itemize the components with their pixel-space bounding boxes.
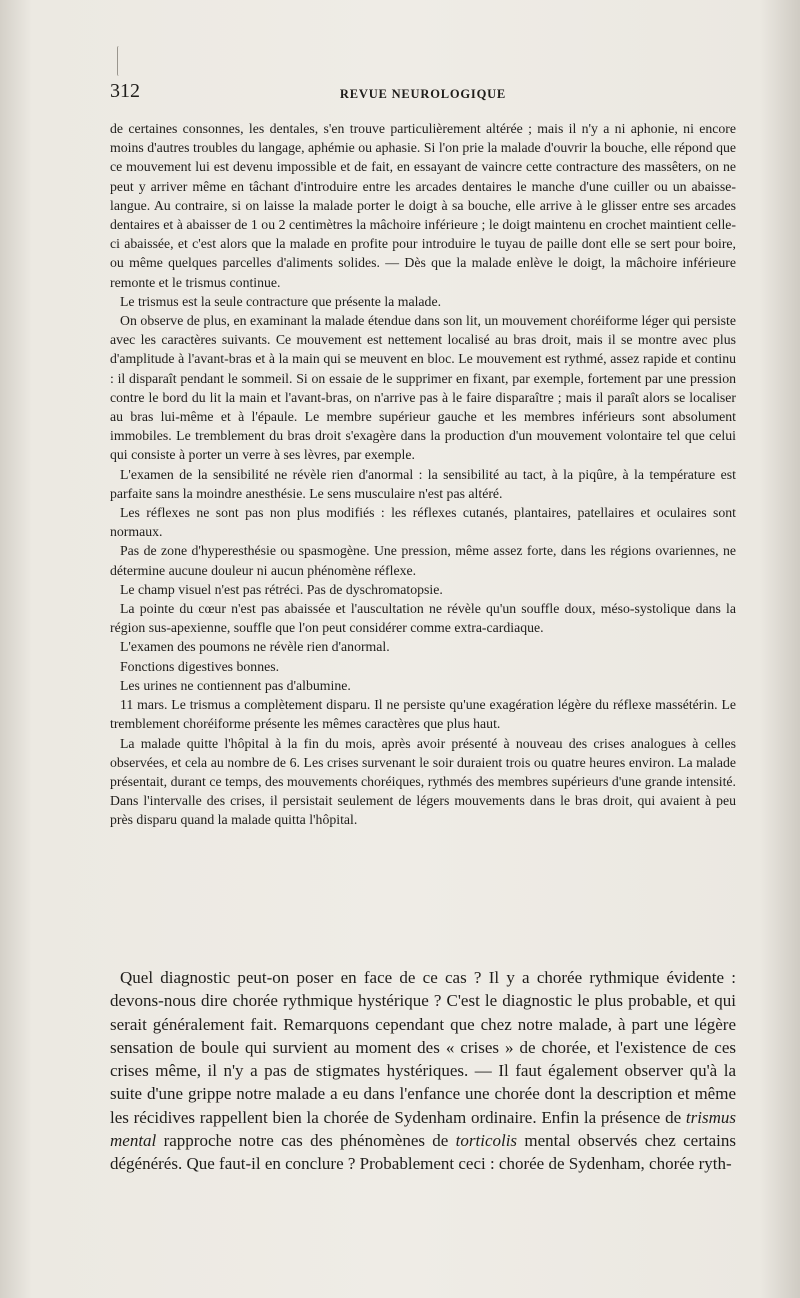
page-number: 312 xyxy=(110,80,140,102)
discussion-body xyxy=(110,966,736,1176)
diagnosis-text-3: mental observés chez certains dégénérés. Que faut-il en conclure ? Probablement ceci : chorée de Sydenham, chorée ryth- xyxy=(110,1131,736,1174)
torticolis-term: torticolis xyxy=(455,1131,518,1151)
paragraph-contracture: Le trismus est la seule contracture que présente la malade. xyxy=(120,293,442,309)
paragraph-choreiform-movement: On observe de plus, en examinant la malade étendue dans son lit, un mouvement choréiforme léger qui persiste avec les caractères suivants. Ce mouvement est nettement localisé au bras droit, mais il se montre avec plus d'amplitude à l'avant-bras et à la main qui se meuvent en bloc. Le mouvement est rythmé, assez rapide et continu : il disparaît pendant le sommeil. Si on essaie de le supprimer en fixant, par exemple, fortement par une pression contre le bord du lit la main et l'avant-bras, on n'arrive pas à le faire disparaître ; mais il paraît alors se localiser au bras lui-même et à l'épaule. Le membre supérieur gauche et les membres inférieurs sont absolument immobiles. Le tremblement du bras droit s'exagère dans la production d'un mouvement volontaire tel que celui qui consiste à porter un verre à ses lèvres, par exemple. xyxy=(110,313,736,463)
paragraph-urine: Les urines ne contiennent pas d'albumine. xyxy=(120,677,351,693)
paragraph-diagnosis xyxy=(110,966,736,1176)
paragraph-reflexes: Les réflexes ne sont pas non plus modifiés : les réflexes cutanés, plantaires, patellaires et oculaires sont normaux. xyxy=(110,505,736,540)
paragraph-heart: La pointe du cœur n'est pas abaissée et l'auscultation ne révèle qu'un souffle doux, méso-systolique dans la région sus-apexienne, souffle que l'on peut considérer comme extra-cardiaque. xyxy=(110,601,736,636)
paragraph-sensibility: L'examen de la sensibilité ne révèle rien d'anormal : la sensibilité au tact, à la piqûre, à la température est parfaite sans la moindre anesthésie. Le sens musculaire n'est pas altéré. xyxy=(110,466,736,501)
case-report-body xyxy=(110,119,736,830)
trismus-mental-term: trismus mental xyxy=(110,1107,736,1151)
margin-mark xyxy=(117,46,122,76)
running-title: REVUE NEUROLOGIQUE xyxy=(339,87,507,101)
paragraph-digestive: Fonctions digestives bonnes. xyxy=(120,658,280,674)
paragraph-trismus: de certaines consonnes, les dentales, s'en trouve particulièrement altérée ; mais il n'y a ni aphonie, ni encore moins d'autres troubles du langage, aphémie ou aphasie. Si l'on prie la malade d'ouvrir la bouche, elle répond que ce mouvement lui est devenu impossible et de fait, en essayant de vaincre cette contracture des massêters, on ne peut y arriver même en tâchant d'introduire entre les arcades dentaires le manche d'une cuiller ou un abaisse-langue. Au contraire, si on laisse la malade porter le doigt à sa bouche, elle arrive à le glisser entre ses arcades dentaires et à abaisser de 1 ou 2 centimètres la mâchoire inférieure ; le doigt maintenu en crochet maintient celle-ci abaissée, et c'est alors que la malade en profite pour introduire le tuyau de paille dont elle se sert pour boire, ou même quelques parcelles d'aliments solides. — Dès que la malade enlève le doigt, la mâchoire inférieure remonte et le trismus continue. xyxy=(110,121,736,290)
paragraph-discharge: La malade quitte l'hôpital à la fin du mois, après avoir présenté à nouveau des crises analogues à celles observées, et cela au nombre de 6. Les crises survenant le soir duraient trois ou quatre heures environ. La malade présentait, durant ce temps, des mouvements choréiques, rythmés des membres supérieurs d'une grande intensité. Dans l'intervalle des crises, il persistait seulement de légers mouvements dans le bras droit, qui avaient à peu près disparu quand la malade quitta l'hôpital. xyxy=(110,735,736,828)
paragraph-march-11: 11 mars. Le trismus a complètement disparu. Il ne persiste qu'une exagération légère du réflexe massétérin. Le tremblement choréiforme présente les mêmes caractères que plus haut. xyxy=(110,697,736,732)
paragraph-hyperesthesia: Pas de zone d'hyperesthésie ou spasmogène. Une pression, même assez forte, dans les régions ovariennes, ne détermine aucune douleur ni aucun phénomène réflexe. xyxy=(110,543,736,578)
paragraph-visual-field: Le champ visuel n'est pas rétréci. Pas de dyschromatopsie. xyxy=(120,581,443,597)
diagnosis-text-2: rapproche notre cas des phénomènes de xyxy=(156,1131,456,1151)
diagnosis-text-1: Quel diagnostic peut-on poser en face de ce cas ? Il y a chorée rythmique évidente : devons-nous dire chorée rythmique hystérique ? C'est le diagnostic le plus probable, et qui serait généralement fait. Remarquons cependant que chez notre malade, à part une légère sensation de boule qui survient au moment des « crises » de chorée, et l'existence de ces crises même, il n'y a pas de stigmates hystériques. — Il faut également observer qu'à la suite d'une grippe notre malade a eu dans l'enfance une chorée dont la description et même les récidives rappellent bien la chorée de Sydenham ordinaire. Enfin la présence de xyxy=(110,968,736,1127)
page-header xyxy=(110,80,736,106)
paragraph-lungs: L'examen des poumons ne révèle rien d'anormal. xyxy=(120,639,390,655)
